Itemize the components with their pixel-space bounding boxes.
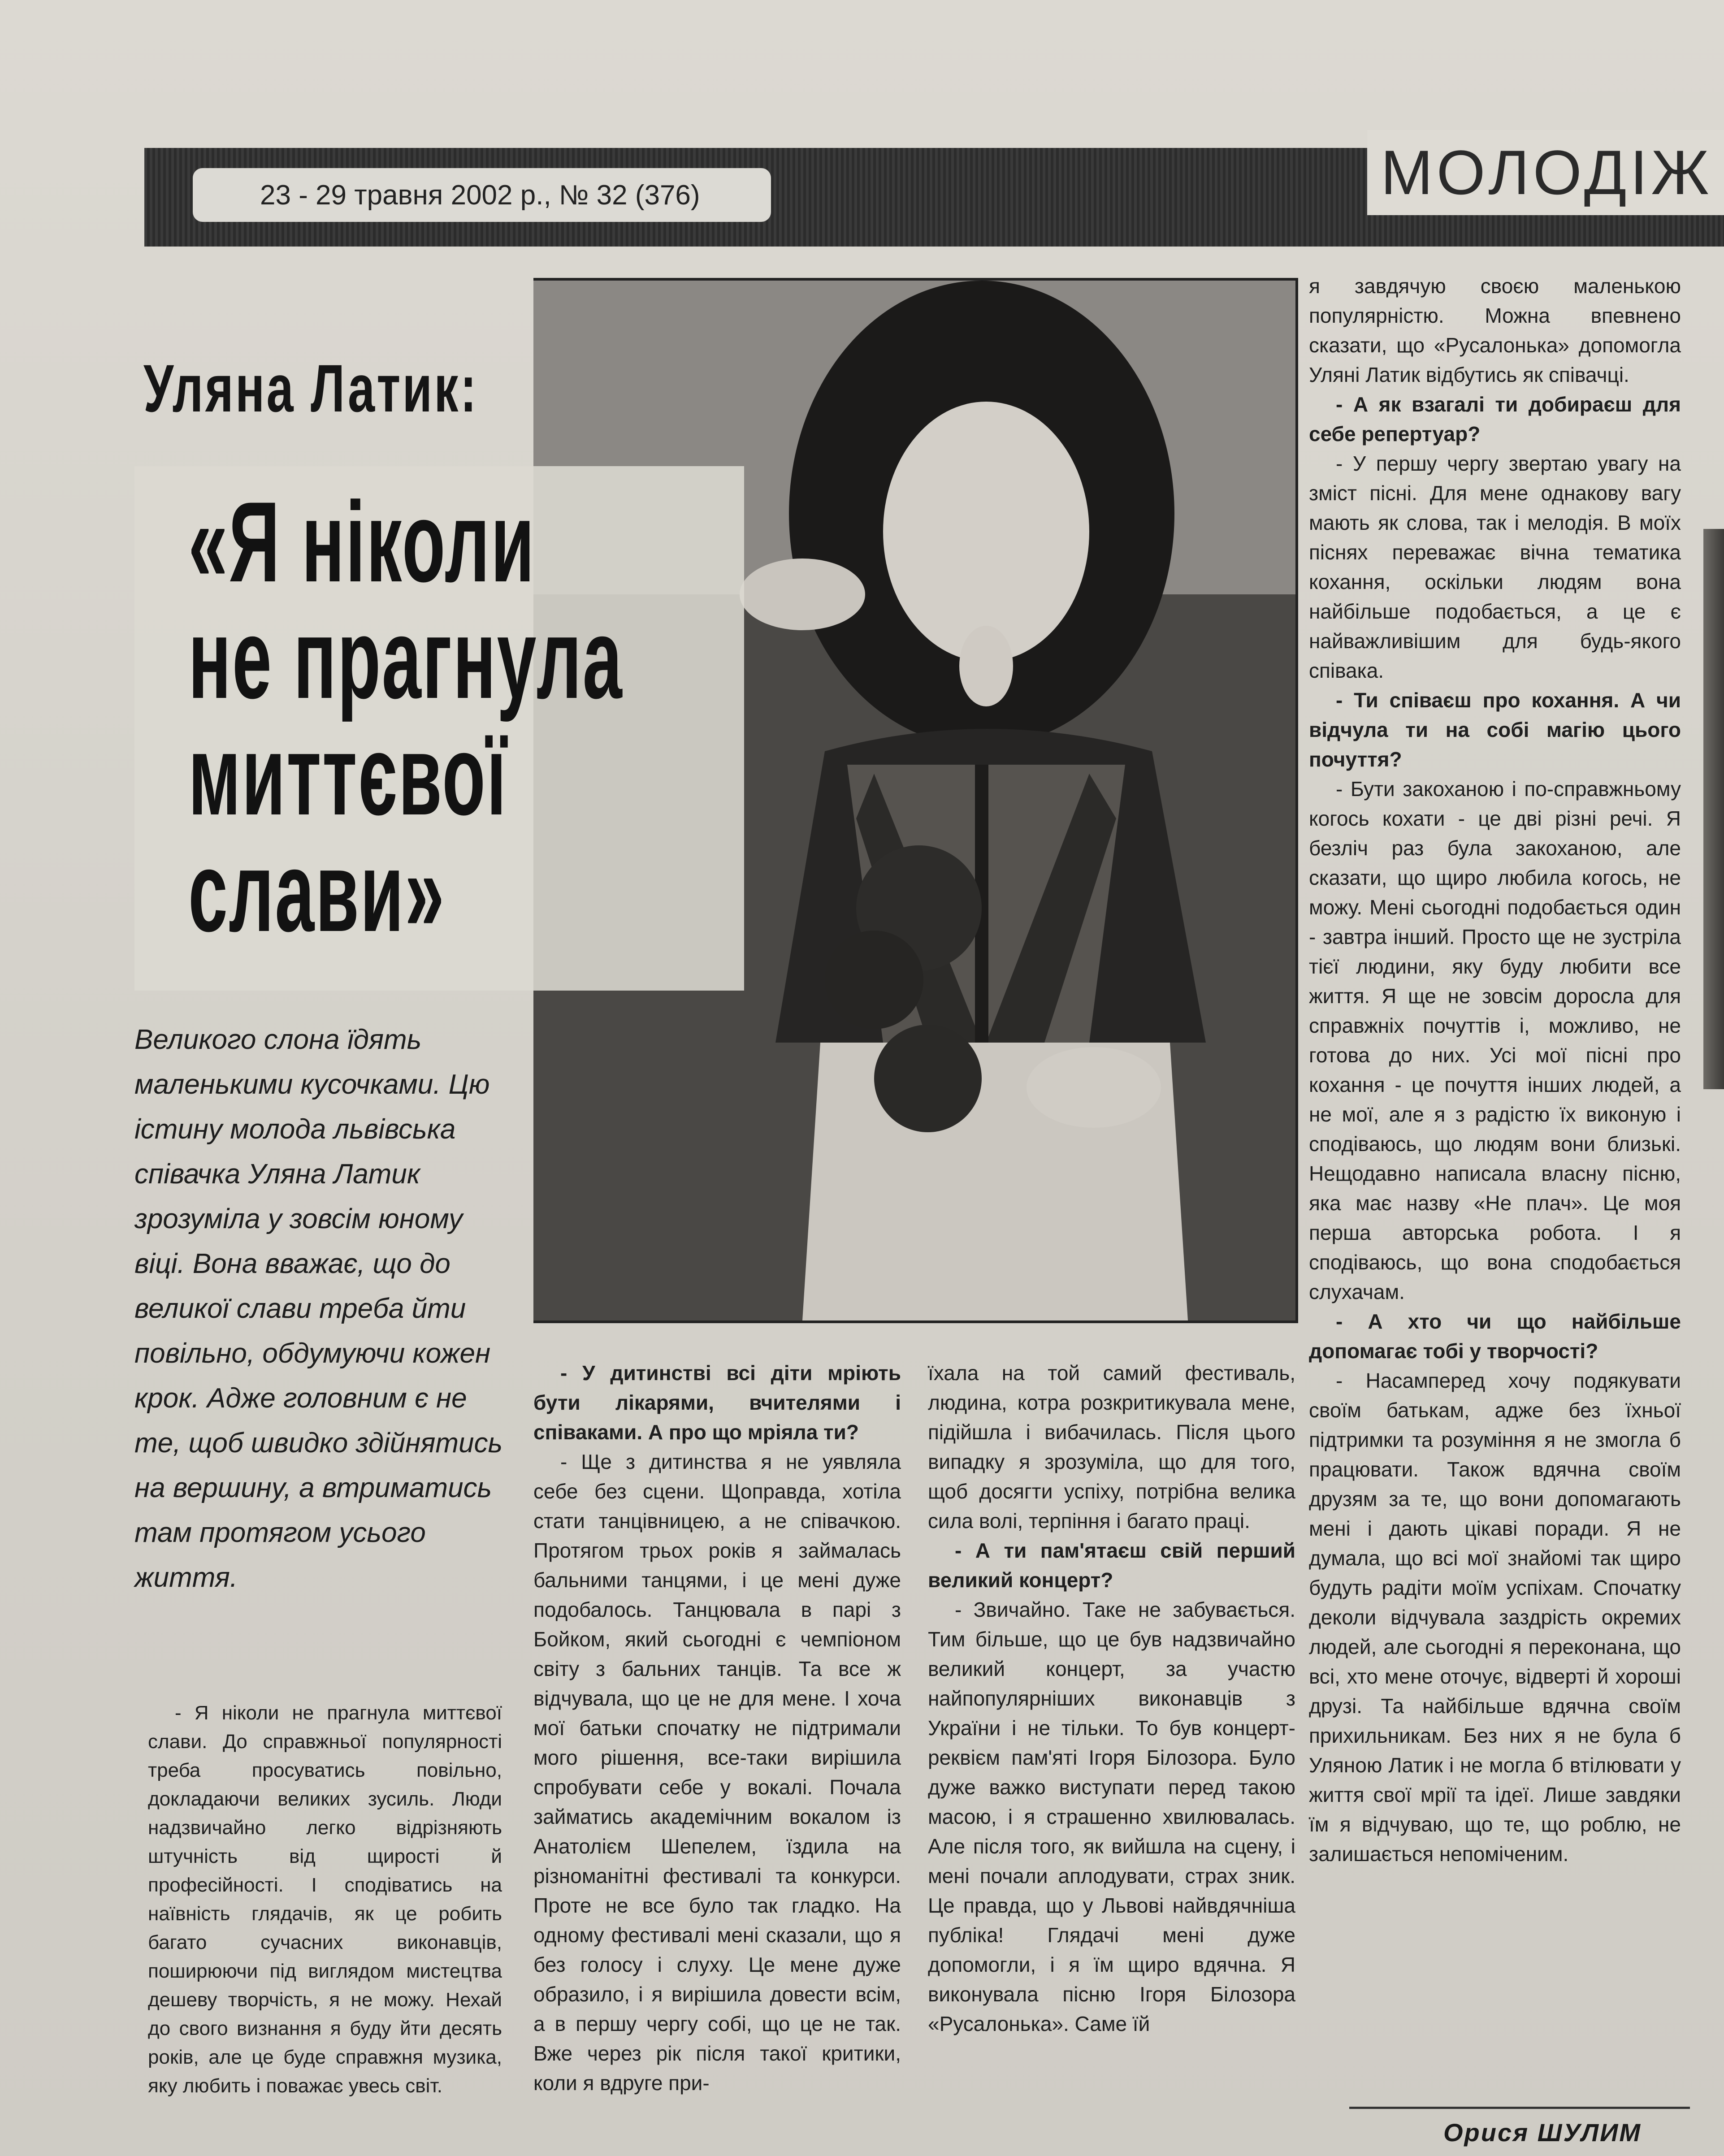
- column-3: [928, 1358, 1295, 2039]
- author-signature: Орися ШУЛИМ: [1443, 2118, 1642, 2147]
- paragraph: - Я ніколи не прагнула миттєвої слави. До справжньої популярності треба просуватись повільно, докладаючи великих зусиль. Люди надзвичайно легко відрізняють штучність від щирості й професійності. І сподіватись на наївність глядачів, як це робить багато сучасних виконавців, поширюючи під виглядом мистецтва дешеву творчість, я не можу. Нехай до свого визнання я буду йти десять років, але це буде справжня музика, яку любить і поважає увесь світ.: [148, 1702, 502, 2097]
- headline-line-4: слави»: [188, 828, 446, 956]
- answer-paragraph: - У першу чергу звертаю увагу на зміст пісні. Для мене однакову вагу мають як слова, так і мелодія. В моїх піснях переважає вічна тематика кохання, оскільки людям вона найбільше подобається, а це є найважливішим для будь-якого співака.: [1309, 452, 1681, 682]
- question-paragraph: - А як взагалі ти добираєш для себе репертуар?: [1309, 393, 1681, 446]
- question-paragraph: - А хто чи що найбільше допомагає тобі у творчості?: [1309, 1310, 1681, 1363]
- answer-paragraph: - Бути закоханою і по-справжньому когось кохати - це дві різні речі. Я безліч раз була закоханою, але сказати, що щиро любила когось, не можу. Мені сьогодні подобається один - завтра інший. Просто ще не зустріла тієї людини, яку буду любити все життя. Я ще не зовсім доросла для справжніх почуттів і, можливо, не готова до них. Усі мої пісні про кохання - це почуття інших людей, а не мої, але я з радістю їх виконую і сподіваюсь, що людям вони близькі. Нещодавно написала власну пісню, яка має назву «Не плач». Це моя перша авторська робота. І я сподіваюсь, що вона сподобається слухачам.: [1309, 777, 1681, 1303]
- article-kicker: Уляна Латик:: [143, 351, 478, 426]
- answer-paragraph: їхала на той самий фестиваль, людина, котра розкритикувала мене, підійшла і вибачилась. Після цього випадку я зрозуміла, що для того, щоб досягти успіху, потрібна велика сила волі, терпіння і багато праці.: [928, 1361, 1295, 1533]
- question-paragraph: - Ти співаєш про кохання. А чи відчула ти на собі магію цього почуття?: [1309, 688, 1681, 771]
- signature-rule: [1349, 2107, 1690, 2109]
- answer-paragraph: - Насамперед хочу подякувати своїм батькам, адже без їхньої підтримки та розуміння я не змогла б працювати. Також вдячна своїм друзям за те, що вони допомагають мені і дають цікаві поради. Я не думала, що всі мої знайомі так щиро будуть радіти моїм успіхам. Спочатку деколи відчувала заздрість окремих людей, але сьогодні я переконана, що всі, хто мене оточує, відверті й хороші друзі. Та найбільше вдячна своїм прихильникам. Без них я не була б Уляною Латик і не могла б втілювати у життя свої мрії та ідеї. Лише завдяки їм я відчуваю, що те, що роблю, не залишається непоміченим.: [1309, 1369, 1681, 1866]
- article-headline: [188, 478, 661, 956]
- section-title: МОЛОДІЖ: [1367, 130, 1724, 215]
- adjacent-photo-edge: [1703, 529, 1724, 1089]
- article-lead: [134, 1017, 520, 1600]
- question-paragraph: - У дитинстві всі діти мріють бути лікарями, вчителями і співаками. А про що мріяла ти?: [533, 1361, 901, 1444]
- column-4: [1309, 271, 1681, 1869]
- column-1: [148, 1699, 502, 2100]
- headline-line-2: не прагнула: [188, 595, 624, 723]
- answer-paragraph: я завдячую своєю маленькою популярністю. Можна впевнено сказати, що «Русалонька» допомогла Уляні Латик відбутись як співачці.: [1309, 274, 1681, 386]
- headline-line-1: «Я ніколи: [188, 478, 536, 606]
- lead-paragraph: Великого слона їдять маленькими кусочками. Цю істину молода львівська співачка Уляна Латик зрозуміла у зовсім юному віці. Вона вважає, що до великої слави треба йти повільно, обдумуючи кожен крок. Адже головним є не те, щоб швидко здійнятись на вершину, а втриматись там протягом усього життя.: [134, 1024, 503, 1593]
- question-paragraph: - А ти пам'ятаєш свій перший великий концерт?: [928, 1539, 1295, 1592]
- answer-paragraph: - Звичайно. Таке не забувається. Тим більше, що це був надзвичайно великий концерт, за участю найпопулярніших виконавців з України і не тільки. То був концерт-реквієм пам'яті Ігоря Білозора. Було дуже важко виступати перед такою масою, і я страшенно хвилювалась. Але після того, як вийшла на сцену, і мені почали аплодувати, страх зник. Це правда, що у Львові найвдячніша публіка! Глядачі мені дуже допомогли, і я їм щиро вдячна. Я виконувала пісню Ігоря Білозора «Русалонька». Саме їй: [928, 1598, 1295, 2035]
- headline-line-3: миттєвої: [188, 711, 508, 840]
- answer-paragraph: - Ще з дитинства я не уявляла себе без сцени. Щоправда, хотіла стати танцівницею, а не співачкою. Протягом трьох років я займалась бальними танцями, і це мені дуже подобалось. Танцювала в парі з Бойком, який сьогодні є чемпіоном світу з бальних танців. Та все ж відчувала, що це не для мене. І хоча мої батьки спочатку не підтримали мого рішення, все-таки вирішила спробувати себе у вокалі. Почала займатись академічним вокалом із Анатолієм Шепелем, їздила на різноманітні фестивалі та конкурси. Проте не все було так гладко. На одному фестивалі мені сказали, що я без голосу і слуху. Це мене дуже образило, і я вирішила довести всім, а в першу чергу собі, що це не так. Вже через рік після такої критики, коли я вдруге при-: [533, 1450, 901, 2095]
- issue-date: 23 - 29 травня 2002 р., № 32 (376): [193, 168, 771, 222]
- column-2: [533, 1358, 901, 2098]
